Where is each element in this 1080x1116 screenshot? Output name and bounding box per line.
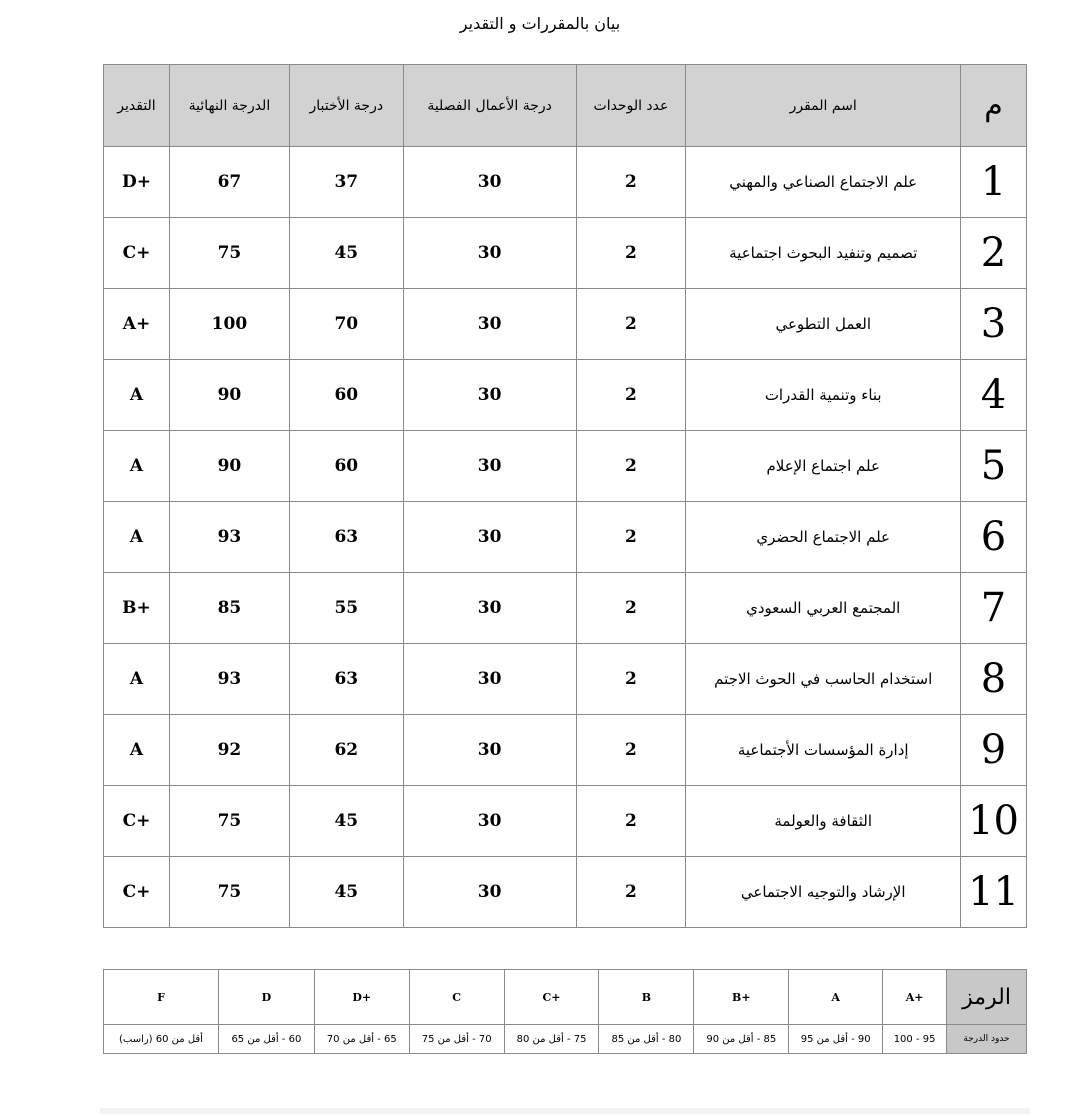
header-exam: درجة الأختبار (289, 65, 403, 147)
course-name: بناء وتنمية القدرات (686, 360, 961, 431)
units-cell: 2 (576, 857, 686, 928)
grade-cell (104, 360, 170, 431)
row-num: 8 (961, 644, 1027, 715)
table-row (104, 786, 1027, 857)
row-num: 9 (961, 715, 1027, 786)
key-symbol: A (789, 970, 883, 1025)
table-row (104, 573, 1027, 644)
exam-cell: 60 (289, 360, 403, 431)
coursework-cell: 30 (403, 715, 576, 786)
grade-cell (104, 218, 170, 289)
grade-cell (104, 573, 170, 644)
final-cell: 90 (169, 360, 289, 431)
final-cell: 75 (169, 857, 289, 928)
row-num: 3 (961, 289, 1027, 360)
exam-cell: 62 (289, 715, 403, 786)
table-header-row (104, 65, 1027, 147)
row-num: 6 (961, 502, 1027, 573)
coursework-cell: 30 (403, 502, 576, 573)
key-symbol-row (104, 970, 1027, 1025)
course-name: إدارة المؤسسات الأجتماعية (686, 715, 961, 786)
key-symbol: C+ (504, 970, 599, 1025)
units-cell: 2 (576, 644, 686, 715)
header-grade: التقدير (104, 65, 170, 147)
coursework-cell: 30 (403, 573, 576, 644)
key-range: 90 - أقل من 95 (789, 1025, 883, 1054)
key-symbol: C (409, 970, 504, 1025)
final-cell: 85 (169, 573, 289, 644)
table-row (104, 644, 1027, 715)
grade-value: C+ (122, 811, 151, 831)
coursework-cell: 30 (403, 147, 576, 218)
exam-cell: 60 (289, 431, 403, 502)
courses-table (103, 64, 1027, 928)
table-row (104, 431, 1027, 502)
exam-cell: 70 (289, 289, 403, 360)
coursework-cell: 30 (403, 218, 576, 289)
table-row (104, 502, 1027, 573)
key-symbol: D+ (314, 970, 409, 1025)
units-cell: 2 (576, 573, 686, 644)
table-row (104, 147, 1027, 218)
final-cell: 75 (169, 218, 289, 289)
key-range-row (104, 1025, 1027, 1054)
units-cell: 2 (576, 360, 686, 431)
header-final: الدرجة النهائية (169, 65, 289, 147)
final-cell: 93 (169, 502, 289, 573)
header-num: م (961, 65, 1027, 147)
final-cell: 75 (169, 786, 289, 857)
exam-cell: 45 (289, 786, 403, 857)
grade-value: C+ (122, 243, 151, 263)
key-range: 65 - أقل من 70 (314, 1025, 409, 1054)
key-symbol: A+ (883, 970, 947, 1025)
course-name: العمل التطوعي (686, 289, 961, 360)
course-name: علم الاجتماع الحضري (686, 502, 961, 573)
coursework-cell: 30 (403, 786, 576, 857)
units-cell: 2 (576, 147, 686, 218)
key-range: 60 - أقل من 65 (218, 1025, 314, 1054)
header-units: عدد الوحدات (576, 65, 686, 147)
grade-cell (104, 289, 170, 360)
course-name: الإرشاد والتوجيه الاجتماعي (686, 857, 961, 928)
key-range: 85 - أقل من 90 (694, 1025, 789, 1054)
row-num: 5 (961, 431, 1027, 502)
coursework-cell: 30 (403, 289, 576, 360)
units-cell: 2 (576, 431, 686, 502)
row-num: 1 (961, 147, 1027, 218)
exam-cell: 45 (289, 218, 403, 289)
key-range: 80 - أقل من 85 (599, 1025, 694, 1054)
course-name: علم اجتماع الإعلام (686, 431, 961, 502)
key-symbol-label: الرمز (947, 970, 1027, 1025)
grade-value: A (129, 527, 144, 547)
page-title: بيان بالمقررات و التقدير (459, 14, 621, 33)
coursework-cell: 30 (403, 857, 576, 928)
row-num: 4 (961, 360, 1027, 431)
page-bottom-edge (100, 1108, 1030, 1114)
grade-value: B+ (122, 598, 151, 618)
coursework-cell: 30 (403, 644, 576, 715)
grade-cell (104, 715, 170, 786)
units-cell: 2 (576, 715, 686, 786)
final-cell: 67 (169, 147, 289, 218)
exam-cell: 63 (289, 644, 403, 715)
final-cell: 93 (169, 644, 289, 715)
key-symbol: D (218, 970, 314, 1025)
course-name: المجتمع العربي السعودي (686, 573, 961, 644)
grade-cell (104, 502, 170, 573)
grade-value: D+ (121, 172, 151, 192)
grade-cell (104, 786, 170, 857)
row-num: 10 (961, 786, 1027, 857)
exam-cell: 63 (289, 502, 403, 573)
header-course: اسم المقرر (686, 65, 961, 147)
exam-cell: 37 (289, 147, 403, 218)
grade-value: C+ (122, 882, 151, 902)
exam-cell: 45 (289, 857, 403, 928)
key-symbol: B (599, 970, 694, 1025)
key-symbol: B+ (694, 970, 789, 1025)
key-range: 75 - أقل من 80 (504, 1025, 599, 1054)
row-num: 7 (961, 573, 1027, 644)
coursework-cell: 30 (403, 360, 576, 431)
row-num: 11 (961, 857, 1027, 928)
key-range-label: حدود الدرجة (947, 1025, 1027, 1054)
units-cell: 2 (576, 289, 686, 360)
grade-cell (104, 644, 170, 715)
course-name: الثقافة والعولمة (686, 786, 961, 857)
course-name: علم الاجتماع الصناعي والمهني (686, 147, 961, 218)
grade-value: A+ (122, 314, 151, 334)
grade-cell (104, 147, 170, 218)
final-cell: 90 (169, 431, 289, 502)
row-num: 2 (961, 218, 1027, 289)
final-cell: 92 (169, 715, 289, 786)
grade-value: A (129, 740, 144, 760)
table-row (104, 857, 1027, 928)
key-range: 95 - 100 (883, 1025, 947, 1054)
grade-cell (104, 857, 170, 928)
table-row (104, 289, 1027, 360)
exam-cell: 55 (289, 573, 403, 644)
key-range: 70 - أقل من 75 (409, 1025, 504, 1054)
final-cell: 100 (169, 289, 289, 360)
grade-value: A (129, 669, 144, 689)
coursework-cell: 30 (403, 431, 576, 502)
course-name: استخدام الحاسب في الحوث الاجتم (686, 644, 961, 715)
table-row (104, 360, 1027, 431)
key-symbol: F (104, 970, 219, 1025)
grade-value: A (129, 385, 144, 405)
grade-value: A (129, 456, 144, 476)
header-coursework: درجة الأعمال الفصلية (403, 65, 576, 147)
units-cell: 2 (576, 786, 686, 857)
table-row (104, 715, 1027, 786)
units-cell: 2 (576, 502, 686, 573)
table-row (104, 218, 1027, 289)
key-range: أقل من 60 (راسب) (104, 1025, 219, 1054)
course-name: تصميم وتنفيد البحوث اجتماعية (686, 218, 961, 289)
grade-cell (104, 431, 170, 502)
units-cell: 2 (576, 218, 686, 289)
grade-key-table (103, 969, 1027, 1054)
